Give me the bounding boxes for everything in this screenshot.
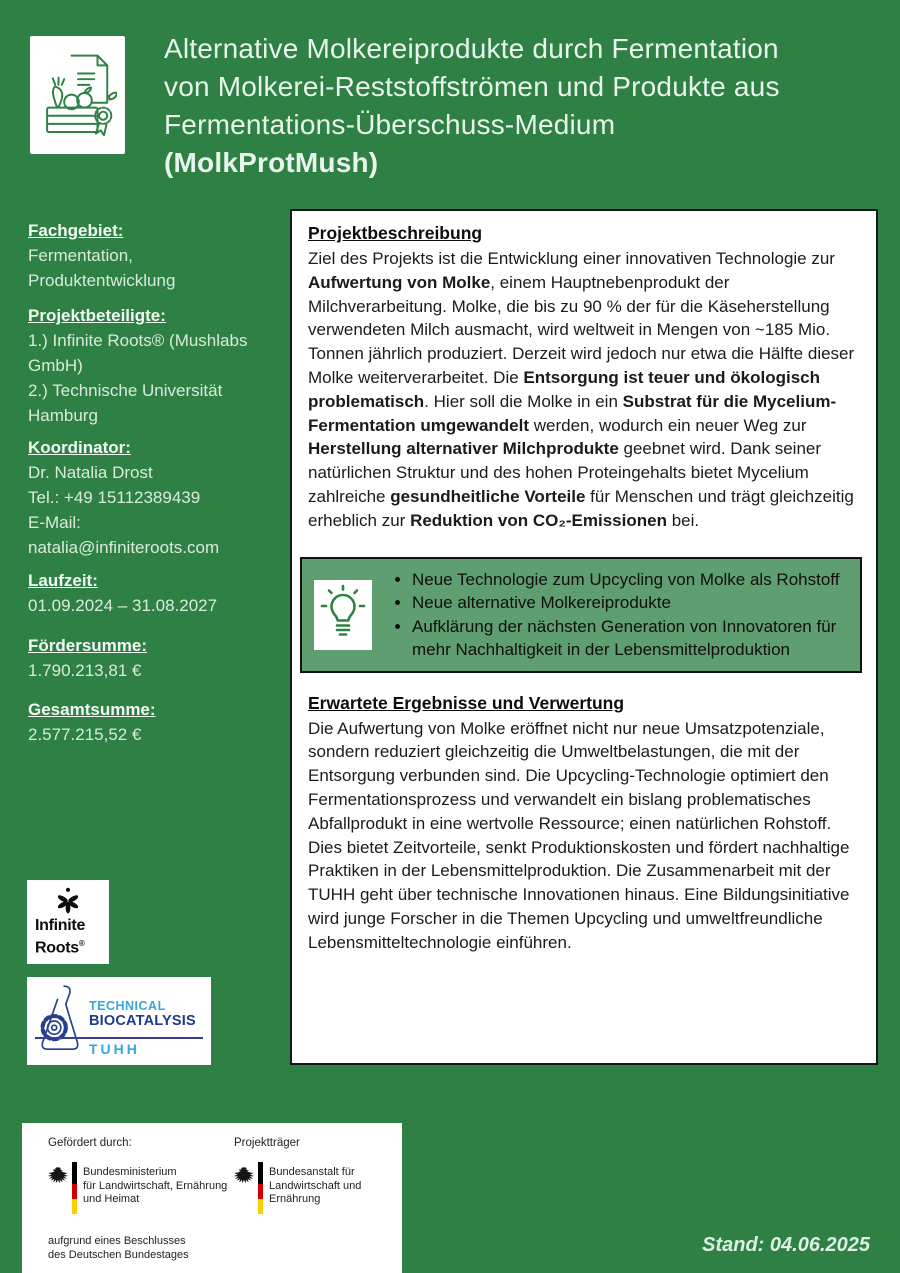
- ir-line2: Roots®: [35, 939, 85, 957]
- tuhh-line2: BIOCATALYSIS: [89, 1013, 196, 1029]
- tuhh-underline: [35, 1037, 203, 1039]
- highlight-bullet: • Aufklärung der nächsten Generation von Innovatoren für mehr Nachhaltigkeit in der Lebensmittelproduktion: [412, 615, 848, 662]
- description-heading: Projektbeschreibung: [308, 223, 483, 243]
- tuhh-wordmark: [89, 999, 196, 1029]
- highlights-box: [300, 557, 862, 673]
- federal-eagle-icon: [46, 1165, 68, 1214]
- ministry-line: und Heimat: [83, 1193, 140, 1205]
- sidebar-heading: Projektbeteiligte:: [28, 306, 166, 325]
- page-title: [164, 30, 874, 182]
- tuhh-line3: TUHH: [89, 1041, 140, 1057]
- sidebar-line: 2.) Technische Universität: [28, 381, 223, 400]
- ministry-name: [83, 1162, 227, 1214]
- sidebar-section-projektbeteiligte: [28, 303, 280, 428]
- ministry-line: für Landwirtschaft, Ernährung: [83, 1179, 228, 1192]
- ministry-line: Bundesministerium: [83, 1166, 177, 1178]
- description-paragraph: Ziel des Projekts ist die Entwicklung einer innovativen Technologie zur Aufwertung von Molke, einem Hauptnebenprodukt der Milchverarbeitung. Molke, die bis zu 90 % der für die Käseherstellung verwendeten Milch ausmacht, wird weltweit in Mengen von ~185 Mio. Tonnen jährlich produziert. Derzeit wird jedoch nur etwa die Hälfte dieser Molke weiterverarbeitet. Die Entsorgung ist teuer und ökologisch problematisch. Hier soll die Molke in ein Substrat für die Mycelium-Fermentation umgewandelt werden, wodurch ein neuer Weg zur Herstellung alternativer Milchprodukte geebnet wird. Dank seiner natürlichen Struktur und des hohen Proteingehalts bietet Mycelium zahlreiche gesundheitliche Vorteile für Menschen und trägt gleichzeitig erheblich zur Reduktion von CO₂-Emissionen bei.: [308, 249, 855, 530]
- sidebar-section-foerdersumme: [28, 633, 280, 683]
- agency-line: Bundesanstalt für: [269, 1166, 355, 1178]
- agency-name: [269, 1162, 402, 1214]
- german-flag-stripe: [72, 1162, 77, 1214]
- highlight-bullet: • Neue Technologie zum Upcycling von Molke als Rohstoff: [412, 568, 848, 592]
- highlight-bullet: • Neue alternative Molkereiprodukte: [412, 591, 848, 615]
- sidebar-section-fachgebiet: [28, 218, 280, 293]
- ir-line1: Infinite: [35, 917, 86, 934]
- title-line-2: von Molkerei-Reststoffströmen und Produkte aus: [164, 71, 780, 102]
- sidebar-line-email: natalia@infiniteroots.com: [28, 538, 220, 557]
- federal-eagle-icon: [232, 1165, 254, 1214]
- basis-line: des Deutschen Bundestages: [48, 1248, 189, 1261]
- tuhh-biocatalysis-logo: [27, 977, 211, 1065]
- sidebar-line: E-Mail:: [28, 513, 81, 532]
- title-acronym: (MolkProtMush): [164, 147, 379, 178]
- highlights-list: [388, 568, 848, 662]
- title-line-1: Alternative Molkereiprodukte durch Fermentation: [164, 33, 779, 64]
- sidebar: [28, 218, 280, 747]
- lightbulb-icon: [319, 583, 367, 646]
- sidebar-line: Hamburg: [28, 406, 98, 425]
- sidebar-line: 01.09.2024 – 31.08.2027: [28, 596, 218, 615]
- ministry-logo-block: [46, 1162, 227, 1214]
- projekttraeger-label: Projektträger: [234, 1137, 300, 1149]
- sidebar-heading: Koordinator:: [28, 438, 131, 457]
- sidebar-line: 2.577.215,52 €: [28, 725, 142, 744]
- sidebar-line: Fermentation,: [28, 246, 133, 265]
- stand-date: Stand: 04.06.2025: [702, 1234, 870, 1256]
- sidebar-heading: Laufzeit:: [28, 571, 98, 590]
- sidebar-line: 1.790.213,81 €: [28, 661, 142, 680]
- main-panel: [290, 209, 878, 1065]
- produce-crate-document-icon: [39, 43, 117, 148]
- flask-gear-icon: [31, 981, 89, 1066]
- gefoerdert-durch-label: Gefördert durch:: [48, 1137, 132, 1149]
- sidebar-section-laufzeit: [28, 568, 280, 618]
- registered-mark: ®: [78, 939, 85, 948]
- funding-strip: [22, 1123, 402, 1273]
- sidebar-section-gesamtsumme: [28, 697, 280, 747]
- bundestag-basis-note: [48, 1235, 189, 1262]
- results-heading: Erwartete Ergebnisse und Verwertung: [308, 692, 625, 713]
- sidebar-heading: Fachgebiet:: [28, 221, 124, 240]
- infinite-roots-wordmark: [35, 917, 101, 957]
- german-flag-stripe: [258, 1162, 263, 1214]
- basis-line: aufgrund eines Beschlusses: [48, 1235, 186, 1247]
- spore-print-icon: [51, 885, 85, 917]
- results-paragraph: Die Aufwertung von Molke eröffnet nicht nur neue Umsatzpotenziale, sondern reduziert gleichzeitig die Umweltbelastungen, die mit der Entsorgung verbunden sind. Die Upcycling-Technologie optimiert den Fermentationsprozess und verwandelt ein bislang problematisches Abfallprodukt in eine wertvolle Ressource; einen natürlichen Rohstoff. Dies bietet Zeitvorteile, senkt Produktionskosten und fördert nachhaltige Praktiken in der Lebensmittelproduktion. Die Zusammenarbeit mit der TUHH geht über technische Innovationen hinaus. Eine Bildungsinitiative wird junge Forscher in die Themen Upcycling und umweltfreundliche Lebensmitteltechnologie einführen.: [308, 718, 850, 952]
- sidebar-section-koordinator: [28, 435, 280, 560]
- sidebar-line: 1.) Infinite Roots® (Mushlabs: [28, 331, 248, 350]
- sidebar-line: GmbH): [28, 356, 83, 375]
- lightbulb-tile: [314, 580, 372, 650]
- sidebar-heading: Gesamtsumme:: [28, 700, 156, 719]
- sidebar-heading: Fördersumme:: [28, 636, 148, 655]
- tuhh-line1: TECHNICAL: [89, 999, 166, 1013]
- sidebar-line: Produktentwicklung: [28, 271, 176, 290]
- infinite-roots-logo: [27, 880, 109, 964]
- agency-line: Landwirtschaft und Ernährung: [269, 1179, 362, 1205]
- agency-logo-block: [232, 1162, 402, 1214]
- title-line-3: Fermentations-Überschuss-Medium: [164, 109, 616, 140]
- sidebar-line: Tel.: +49 15112389439: [28, 488, 201, 507]
- sidebar-line: Dr. Natalia Drost: [28, 463, 153, 482]
- header-icon-box: [30, 36, 125, 154]
